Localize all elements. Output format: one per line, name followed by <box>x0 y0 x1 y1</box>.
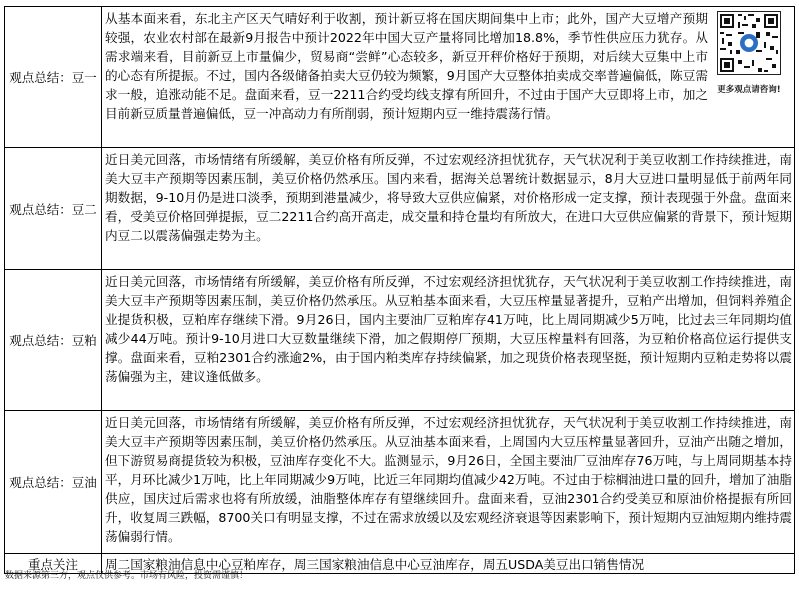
disclaimer-footer: 数据来源第三方，观点仅供参考。市场有风险，投资需谨慎！ <box>5 571 249 581</box>
row-text-douyou: 近日美元回落，市场情绪有所缓解，美豆价格有所反弹，不过宏观经济担忧犹存，天气状况利于美豆收割工作持续推进，南美大豆丰产预期等因素压制，美豆价格仍然承压。从豆油基本面来看，上周国内大豆压榨量显著回升，豆油产出随之增加，但下游贸易商提货较为积极，豆油库存变化不大。监测显示，9月26日，全国主要油厂豆油库存76万吨，与上周同期基本持平，月环比减少1万吨，比上年同期减少9万吨，比近三年同期均值减少42万吨。不过由于棕榈油进口量的回升，增加了油脂供应，国庆过后需求也将有所放缓，油脂整体库存有望继续回升。盘面来看，豆油2301合约受美豆和原油价格提振有所回升，收复周三跌幅，8700关口有明显支撑，不过在需求放缓以及宏观经济衰退等因素影响下，预计短期内豆油短期内维持震荡偏弱行情。 <box>102 411 795 554</box>
row-label-douer: 观点总结：豆二 <box>5 148 102 270</box>
qr-caption: 更多观点请咨询! <box>717 85 781 95</box>
row-text-douyi-body: 从基本面来看，东北主产区天气晴好利于收割，预计新豆将在国庆期间集中上市；此外，国产大豆增产预期较强，农业农村部在最新9月报告中预计2022年中国大豆产量将同比增加18.8%，季节性供应压力犹存。从需求端来看，目前新豆上市量偏少，贸易商“尝鲜”心态较多，新豆开秤价格好于预期，对后续大豆集中上市的心态有所提振。不过，国内各级储备拍卖大豆仍较为频繁，9月国产大豆整体拍卖成交率普遍偏低，陈豆需求一般，追涨动能不足。盘面来看，豆一2211合约受均线支撑有所回升，不过由于国产大豆即将上市，加之目前新豆质量普遍偏低，豆一冲高动力有所削弱，预计短期内豆一维持震荡行情。 <box>105 11 708 121</box>
row-text-douer: 近日美元回落，市场情绪有所缓解，美豆价格有所反弹，不过宏观经济担忧犹存，天气状况利于美豆收割工作持续推进，南美大豆丰产预期等因素压制，美豆价格仍然承压。国内来看，据海关总署统计数据显示，8月大豆进口量明显低于前两年同期数据，9-10月仍是进口淡季，预期到港量减少，将导致大豆供应偏紧，对价格形成一定支撑，预计表现强于外盘。盘面来看，受美豆价格回弹提振，豆二2211合约高开高走，成交量和持仓量均有所放大，在进口大豆供应偏紧的背景下，预计短期内豆二以震荡偏强走势为主。 <box>102 148 795 270</box>
table-row <box>5 148 795 270</box>
row-text-doupo: 近日美元回落，市场情绪有所缓解，美豆价格有所反弹，不过宏观经济担忧犹存，天气状况利于美豆收割工作持续推进，南美大豆丰产预期等因素压制，美豆价格仍然承压。从豆粕基本面来看，大豆压榨量显著提升，豆粕产出增加，但饲料养殖企业提货积极，豆粕库存继续下滑。9月26日，国内主要油厂豆粕库存41万吨，比上周同期减少5万吨，比过去三年同期均值减少44万吨。预计9-10月进口大豆数量继续下滑，加之假期停厂预期，大豆压榨量料有回落，为豆粕价格高位运行提供支撑。盘面来看，豆粕2301合约涨逾2%，由于国内粕类库存持续偏紧，加之现货价格表现坚挺，预计短期内豆粕走势将以震荡偏强为主，建议逢低做多。 <box>102 270 795 411</box>
row-label-doupo: 观点总结：豆粕 <box>5 270 102 411</box>
qr-block <box>708 11 790 100</box>
focus-text: 周二国家粮油信息中心豆粕库存，周三国家粮油信息中心豆油库存，周五USDA美豆出口销售情况 <box>102 554 795 574</box>
row-label-douyi: 观点总结：豆一 <box>5 7 102 148</box>
table-row <box>5 7 795 148</box>
table-row <box>5 270 795 411</box>
focus-label: 重点关注 <box>5 554 102 574</box>
table-row <box>5 411 795 554</box>
qr-code-icon <box>717 11 781 75</box>
row-label-douyou: 观点总结：豆油 <box>5 411 102 554</box>
qr-code-graphic <box>718 12 780 74</box>
row-text-douyi <box>102 7 795 148</box>
analysis-table <box>4 6 795 574</box>
